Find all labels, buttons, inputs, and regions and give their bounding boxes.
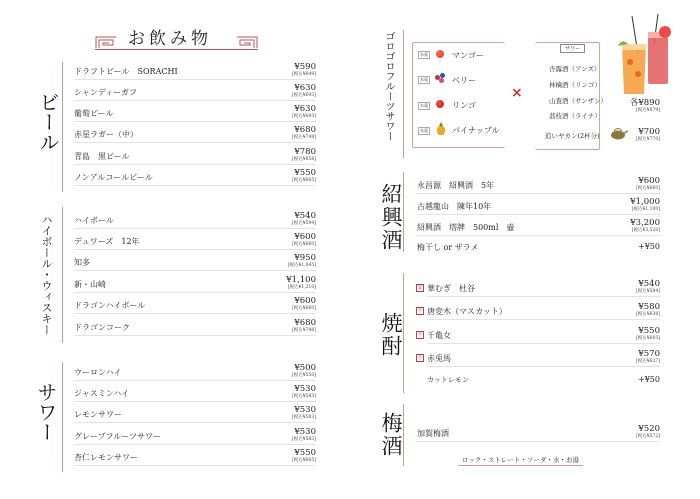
base-liquor: 杏露酒（アンズ） (549, 65, 601, 73)
category-sour: サワー (34, 382, 58, 442)
divider (403, 30, 404, 158)
menu-item-name: 古越龍山 陳年10年 (417, 202, 492, 211)
menu-item-name: 杏仁レモンサワー (74, 453, 138, 462)
row-separator (427, 296, 660, 297)
menu-item-name: 赤星ラガー（中） (74, 130, 138, 139)
divider (403, 404, 404, 466)
menu-item-price: ¥550 [税込¥605] (292, 168, 316, 183)
menu-item-price: ¥780 [税込¥858] (292, 147, 316, 162)
base-liquor: 林檎酒（リンゴ） (549, 81, 601, 89)
row-separator (417, 193, 660, 194)
menu-item-name: ジャスミンハイ (74, 389, 130, 398)
extra-option-price: +¥50 (638, 375, 660, 384)
menu-item-price: ¥500 [税込¥550] (292, 363, 316, 378)
ice-badge: 氷菓 (420, 128, 428, 133)
sour-glass-illustration (618, 14, 673, 98)
shochu-type-badge: 麦 (417, 285, 423, 291)
menu-item-price: ¥590 [税込¥649] (292, 62, 316, 77)
category-fruit-sour: ゴロゴロフルーツサワー (383, 31, 394, 141)
ice-badge: 氷菓 (420, 77, 428, 82)
menu-item-name: 加賀梅酒 (417, 429, 449, 438)
menu-item-name: 唐変木（マスカット） (427, 307, 507, 316)
category-shochu: 焼酎 (379, 312, 403, 358)
shochu-type-badge: 芋 (417, 308, 423, 314)
fruit-name: マンゴー (452, 51, 484, 60)
menu-item-name: 葡萄ビール (74, 109, 114, 118)
extra-option-price: +¥50 (638, 242, 660, 251)
row-separator (427, 366, 660, 367)
ice-badge: 氷菓 (420, 103, 428, 108)
menu-item-price: ¥550 [税込¥605] (636, 326, 660, 341)
menu-item-price: ¥600 [税込¥660] (636, 176, 660, 191)
menu-item-price: ¥600 [税込¥660] (292, 296, 316, 311)
extra-option-name: 梅干し or ザラメ (417, 243, 479, 252)
divider (403, 172, 404, 252)
shochu-type-badge: 芋 (417, 355, 423, 361)
row-separator (417, 214, 660, 215)
menu-item-name: ハイボール (74, 216, 114, 225)
menu-item-name: ドラゴンコーク (74, 323, 130, 332)
menu-item-price: ¥3,200 [税込¥3,520] (630, 218, 660, 233)
row-separator (427, 319, 660, 320)
menu-item-price: ¥580 [税込¥638] (636, 302, 660, 317)
menu-item-name: レモンサワー (74, 410, 122, 419)
category-shaoxing: 紹興酒 (379, 183, 403, 252)
page-title: お飲み物 (128, 29, 212, 49)
title-underline (95, 49, 258, 50)
menu-item-price: ¥570 [税込¥627] (636, 349, 660, 364)
row-separator (74, 313, 316, 314)
menu-item-name: ウーロンハイ (74, 368, 122, 377)
menu-item-price: ¥630 [税込¥693] (292, 83, 316, 98)
title-ornament-right (236, 34, 258, 48)
row-separator (417, 441, 660, 442)
row-separator (74, 185, 316, 186)
extra-option-name: カットレモン (427, 376, 469, 384)
menu-item-price: ¥950 [税込¥1,045] (287, 253, 316, 268)
row-separator (74, 465, 316, 466)
fruit-name: リンゴ (452, 101, 476, 110)
refill-name: 追いヤカン(2杯分) (545, 132, 600, 140)
menu-item-name: ノンアルコールビール (74, 173, 153, 182)
row-separator (74, 401, 316, 402)
row-separator (74, 228, 316, 229)
row-separator (427, 343, 660, 344)
row-separator (74, 142, 316, 143)
menu-item-name: デュワーズ 12年 (74, 237, 140, 246)
row-separator (74, 79, 316, 80)
menu-item-price: ¥680 [税込¥748] (292, 125, 316, 140)
row-separator (74, 422, 316, 423)
menu-item-price: ¥530 [税込¥583] (292, 405, 316, 420)
shochu-type-badge: 芋 (417, 332, 423, 338)
fruit-sour-price: 各¥890 [税込¥979] (629, 98, 660, 113)
sour-label: サワー (560, 44, 585, 53)
category-umeshu: 梅酒 (379, 412, 403, 458)
menu-item-price: ¥540 [税込¥594] (636, 279, 660, 294)
row-separator (74, 380, 316, 381)
menu-item-price: ¥530 [税込¥583] (292, 427, 316, 442)
row-separator (74, 121, 316, 122)
divider (62, 207, 63, 343)
menu-item-name: 華むぎ 杜谷 (427, 284, 475, 293)
menu-item-price: ¥1,100 [税込¥1,210] (286, 275, 316, 290)
row-separator (74, 444, 316, 445)
menu-item-price: ¥680 [税込¥748] (292, 318, 316, 333)
menu-item-name: ドラゴンハイボール (74, 301, 146, 310)
fruit-bracket (412, 42, 505, 148)
umeshu-serving-options: ロック・ストレート・ソーダ・水・お湯 (458, 455, 583, 466)
menu-item-name: 永昌源 紹興酒 5年 (417, 181, 495, 190)
menu-item-price: ¥630 [税込¥693] (292, 104, 316, 119)
menu-item-name: 新・山崎 (74, 280, 106, 289)
row-separator (74, 335, 316, 336)
menu-item-price: ¥530 [税込¥583] (292, 384, 316, 399)
menu-item-name: 紹興酒 塔牌 500ml 壷 (417, 223, 515, 232)
row-separator (74, 249, 316, 250)
row-separator (74, 292, 316, 293)
ice-badge: 氷菓 (420, 52, 428, 57)
fruit-name: パイナップル (452, 126, 500, 135)
row-separator (417, 235, 660, 236)
divider (62, 362, 63, 472)
menu-item-name: 千亀女 (427, 331, 451, 340)
row-separator (74, 270, 316, 271)
row-separator (74, 164, 316, 165)
title-ornament-left (95, 34, 117, 48)
menu-item-price: ¥540 [税込¥594] (292, 211, 316, 226)
menu-item-name: 知多 (74, 258, 90, 267)
base-liquor: 山査酒（サンザシ） (549, 97, 608, 105)
category-highball: ハイボール・ウィスキー (40, 214, 53, 335)
cross-mark: × (511, 85, 523, 101)
refill-price: ¥700 [税込¥770] (636, 127, 660, 142)
divider (403, 273, 404, 393)
fruit-name: ベリー (452, 76, 476, 85)
menu-item-name: 青島 黒ビール (74, 152, 130, 161)
menu-item-price: ¥520 [税込¥572] (636, 424, 660, 439)
divider (62, 62, 63, 192)
menu-item-name: グレープフルーツサワー (74, 432, 161, 441)
menu-item-name: 赤兎馬 (427, 354, 451, 363)
menu-item-price: ¥600 [税込¥660] (292, 232, 316, 247)
category-beer: ビール (36, 92, 60, 152)
base-liquor: 茘枝酒（ライチ） (549, 112, 601, 120)
menu-item-price: ¥1,000 [税込¥1,100] (630, 197, 660, 212)
menu-item-name: シャンディーガフ (74, 88, 138, 97)
menu-item-price: ¥550 [税込¥605] (292, 448, 316, 463)
row-separator (74, 100, 316, 101)
menu-item-name: ドラフトビール SORACHI (74, 67, 178, 76)
